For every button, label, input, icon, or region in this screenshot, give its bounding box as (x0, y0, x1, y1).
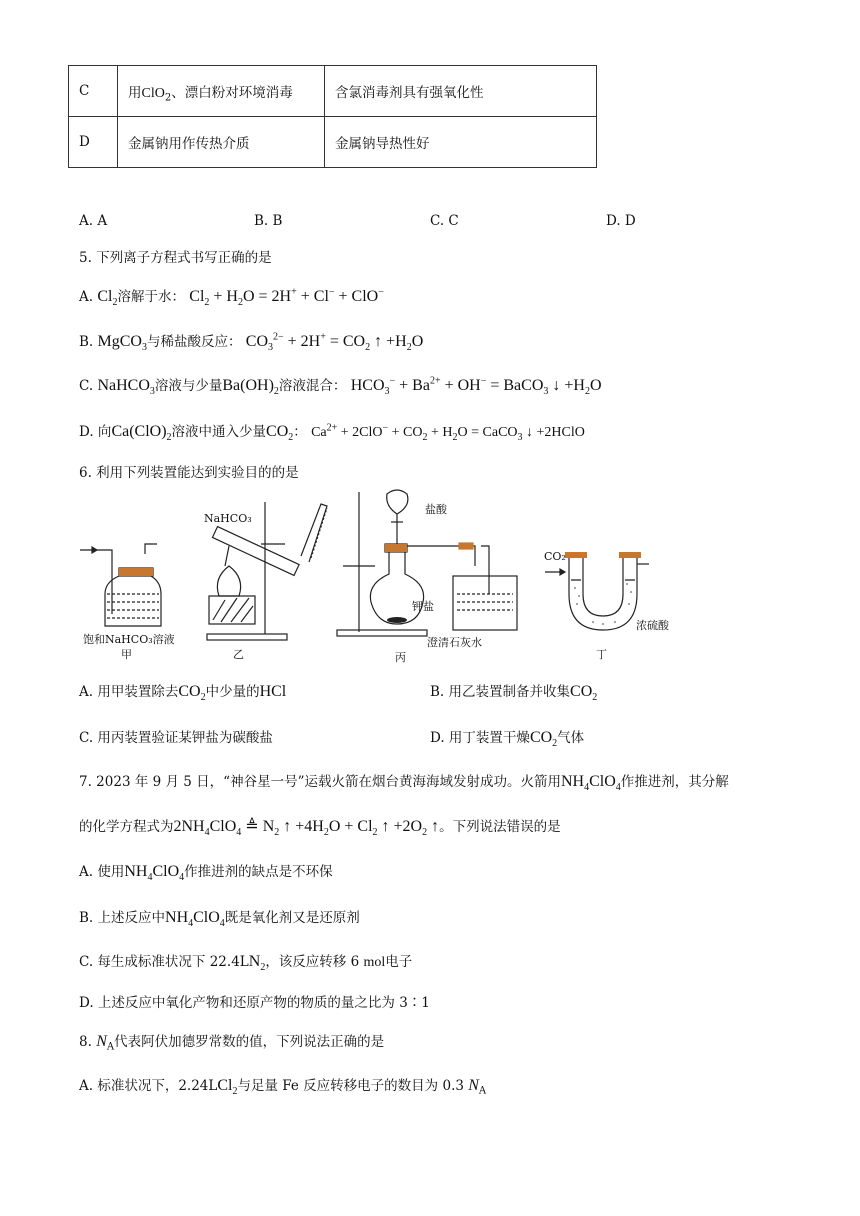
q4-option-a[interactable]: A. A (79, 213, 108, 229)
label-nahco3: NaHCO₃ (204, 512, 252, 525)
table-row (69, 66, 597, 117)
q6-option-b[interactable]: B. 用乙装置制备并收集$CO_2$ (430, 683, 598, 704)
q4-option-b[interactable]: B. B (254, 213, 283, 229)
q7-option-d[interactable]: D. 上述反应中氧化产物和还原产物的物质的量之比为 3∶1 (79, 995, 430, 1011)
q8-stem: 8. $N_A$代表阿伏加德罗常数的值，下列说法正确的是 (79, 1033, 385, 1053)
label-co2: CO₂ (544, 550, 566, 563)
q6-option-d[interactable]: D. 用丁装置干燥$CO_2$气体 (430, 729, 585, 750)
row-letter: C (69, 66, 118, 117)
label-conc-h2so4: 浓硫酸 (636, 619, 669, 632)
q7-option-a[interactable]: A. 使用$NH_4ClO_4$作推进剂的缺点是不环保 (79, 863, 333, 884)
label-limewater: 澄清石灰水 (427, 636, 482, 649)
q8-option-a[interactable]: A. 标准状况下，2.24LCl$_2$与足量 Fe 反应转移电子的数目为 0.3 $N_A$ (79, 1077, 487, 1098)
q5-option-c[interactable]: C. NaHCO$_3$溶液与少量$Ba(OH)_2$溶液混合： $HCO_3^- + Ba^{2+} + OH^-$ = BaCO$_3$ ↓ $+H_2O$ (79, 375, 602, 398)
q7-option-c[interactable]: C. 每生成标准状况下 $22.4LN_2$，该反应转移 6 mol电子 (79, 953, 413, 974)
label-bing: 丙 (395, 651, 406, 664)
q6-option-c[interactable]: C. 用丙装置验证某钾盐为碳酸盐 (79, 730, 273, 746)
q6-stem: 6. 利用下列装置能达到实验目的的是 (79, 465, 299, 481)
row-application: 金属钠用作传热介质 (118, 117, 325, 168)
q5-option-b[interactable]: B. MgCO$_3$与稀盐酸反应： $CO_3^{2-} + 2H^+ = CO_2$ ↑ $+H_2O$ (79, 331, 424, 354)
row-application: 用ClO$_2$、漂白粉对环境消毒 (118, 66, 325, 117)
label-yi: 乙 (233, 648, 244, 661)
q7-stem-line2: 的化学方程式为$2NH_4ClO_4$ ≜ $N_2$ ↑ $+4H_2O + Cl_2$ ↑ $+2O_2$ ↑。下列说法错误的是 (79, 818, 561, 839)
row-letter: D (69, 117, 118, 168)
table-row (69, 117, 597, 168)
q4-option-c[interactable]: C. C (430, 213, 459, 229)
q7-stem-line1: 7. 2023 年 9 月 5 日，“神谷星一号”运载火箭在烟台黄海海域发射成功。火箭用$NH_4ClO_4$作推进剂，其分解 (79, 773, 729, 794)
q7-option-b[interactable]: B. 上述反应中$NH_4ClO_4$既是氧化剂又是还原剂 (79, 909, 360, 930)
q6-option-a[interactable]: A. 用甲装置除去$CO_2$中少量的HCl (79, 683, 287, 704)
q5-stem: 5. 下列离子方程式书写正确的是 (79, 250, 272, 266)
q5-option-a[interactable]: A. $Cl_2$溶解于水： $Cl_2 + H_2O = 2H^+ + Cl^- + ClO^-$ (79, 286, 384, 309)
row-reason: 含氯消毒剂具有强氧化性 (325, 66, 597, 117)
label-potassium-salt: 钾盐 (412, 600, 434, 613)
label-jia: 甲 (121, 648, 132, 661)
options-table (68, 65, 597, 168)
label-ding: 丁 (596, 648, 607, 661)
label-saturated-nahco3: 饱和NaHCO₃溶液 (83, 633, 175, 646)
label-hydrochloric-acid: 盐酸 (425, 503, 447, 516)
q4-option-d[interactable]: D. D (606, 213, 636, 229)
q5-option-d[interactable]: D. 向$Ca(ClO)_2$溶液中通入少量$CO_2$： $Ca^{2+} + 2ClO^- + CO_2 + H_2O$ = CaCO$_3$ ↓ +2HClO (79, 422, 585, 444)
row-reason: 金属钠导热性好 (325, 117, 597, 168)
